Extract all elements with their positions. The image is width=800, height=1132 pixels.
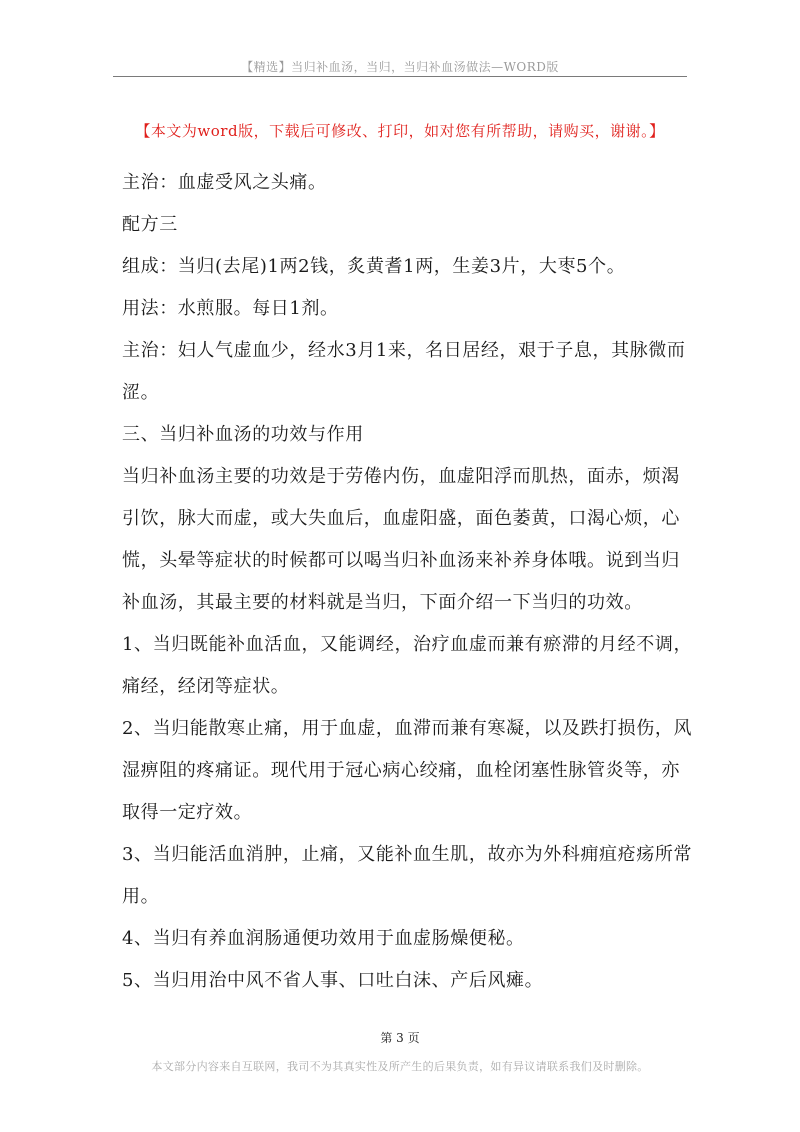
paragraph-composition: 组成：当归(去尾)1两2钱，炙黄耆1两，生姜3片，大枣5个。: [122, 256, 626, 277]
page-number: 第 3 页: [380, 1031, 420, 1045]
document-body: [122, 162, 694, 1002]
paragraph-indication-two: 主治：妇人气虚血少，经水3月1来，名日居经，艰于子息，其脉微而涩。: [122, 340, 686, 403]
paragraph-formula-three: 配方三: [122, 214, 178, 235]
header-divider: [113, 76, 687, 77]
section-heading-efficacy: 三、当归补血汤的功效与作用: [122, 424, 364, 445]
footer-disclaimer: 本文部分内容来自互联网，我司不为其真实性及所产生的后果负责，如有异议请联系我们及时删除。: [151, 1060, 649, 1073]
list-item-1: 1、当归既能补血活血，又能调经，治疗血虚而兼有瘀滞的月经不调，痛经，经闭等症状。: [122, 634, 693, 697]
page-header: 【精选】当归补血汤，当归，当归补血汤做法—WORD版: [241, 60, 559, 74]
paragraph-efficacy-intro: 当归补血汤主要的功效是于劳倦内伤，血虚阳浮而肌热，面赤，烦渴引饮，脉大而虚，或大失血后，血虚阳盛，面色萎黄，口渴心烦，心慌，头晕等症状的时候都可以喝当归补血汤来补养身体哦。说到当归补血汤，其最主要的材料就是当归，下面介绍一下当归的功效。: [122, 466, 680, 613]
list-item-5: 5、当归用治中风不省人事、口吐白沫、产后风瘫。: [122, 970, 544, 991]
list-item-4: 4、当归有养血润肠通便功效用于血虚肠燥便秘。: [122, 928, 525, 949]
list-item-2: 2、当归能散寒止痛，用于血虚，血滞而兼有寒凝，以及跌打损伤，风湿痹阻的疼痛证。现代用于冠心病心绞痛，血栓闭塞性脉管炎等，亦取得一定疗效。: [122, 718, 693, 823]
paragraph-usage: 用法：水煎服。每日1剂。: [122, 298, 339, 319]
list-item-3: 3、当归能活血消肿，止痛，又能补血生肌，故亦为外科痈疽疮疡所常用。: [122, 844, 693, 907]
paragraph-indication: 主治：血虚受风之头痛。: [122, 172, 327, 193]
word-version-notice: 【本文为word版，下载后可修改、打印，如对您有所帮助，请购买，谢谢。】: [135, 122, 665, 140]
